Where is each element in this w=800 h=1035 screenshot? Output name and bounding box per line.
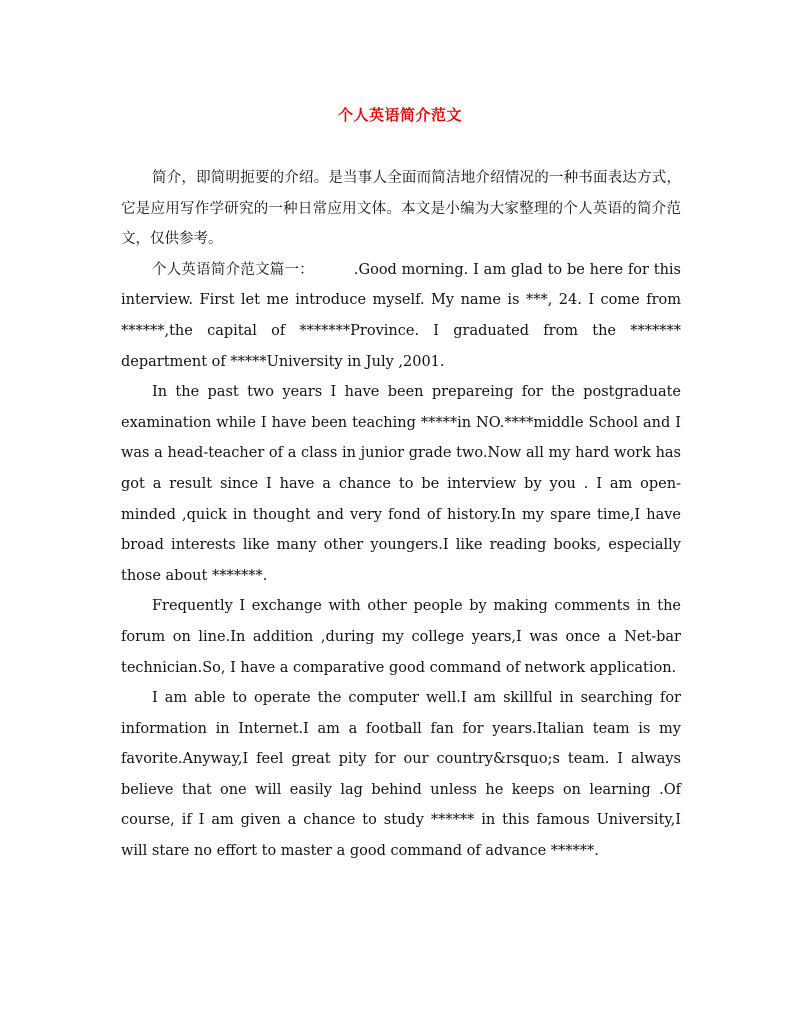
document-body: [121, 163, 681, 867]
sample-paragraph-2: In the past two years I have been prepareing for the postgraduate examination while I have been teaching *****in NO.****middle School and I was a head-teacher of a class in junior grade two.Now all my hard work has got a result since I have a chance to be interview by you . I am open-minded ,quick in thought and very fond of history.In my spare time,I have broad interests like many other youngers.I like reading books, especially those about *******.: [121, 384, 681, 584]
document-title: 个人英语简介范文: [337, 106, 462, 124]
sample-label: 个人英语简介范文篇一：: [152, 261, 314, 278]
intro-paragraph: 简介，即简明扼要的介绍。是当事人全面而简洁地介绍情况的一种书面表达方式，它是应用写作学研究的一种日常应用文体。本文是小编为大家整理的个人英语的简介范文，仅供参考。: [121, 170, 681, 248]
sample-paragraph-4: I am able to operate the computer well.I am skillful in searching for information in Internet.I am a football fan for years.Italian team is my favorite.Anyway,I feel great pity for our country&rsquo;s team. I always believe that one will easily lag behind unless he keeps on learning .Of course, if I am given a chance to study ****** in this famous University,I will stare no effort to master a good command of advance ******.: [121, 690, 681, 860]
sample-paragraph-3: Frequently I exchange with other people by making comments in the forum on line.In addition ,during my college years,I was once a Net-bar technician.So, I have a comparative good command of network application.: [121, 598, 681, 676]
sample-paragraph-1-text: .Good morning. I am glad to be here for this interview. First let me introduce myself. My name is ***, 24. I come from ******,the capital of *******Province. I graduated from the ******* department of *****University in July ,2001.: [121, 261, 681, 370]
sample-paragraph-1: [121, 255, 681, 377]
